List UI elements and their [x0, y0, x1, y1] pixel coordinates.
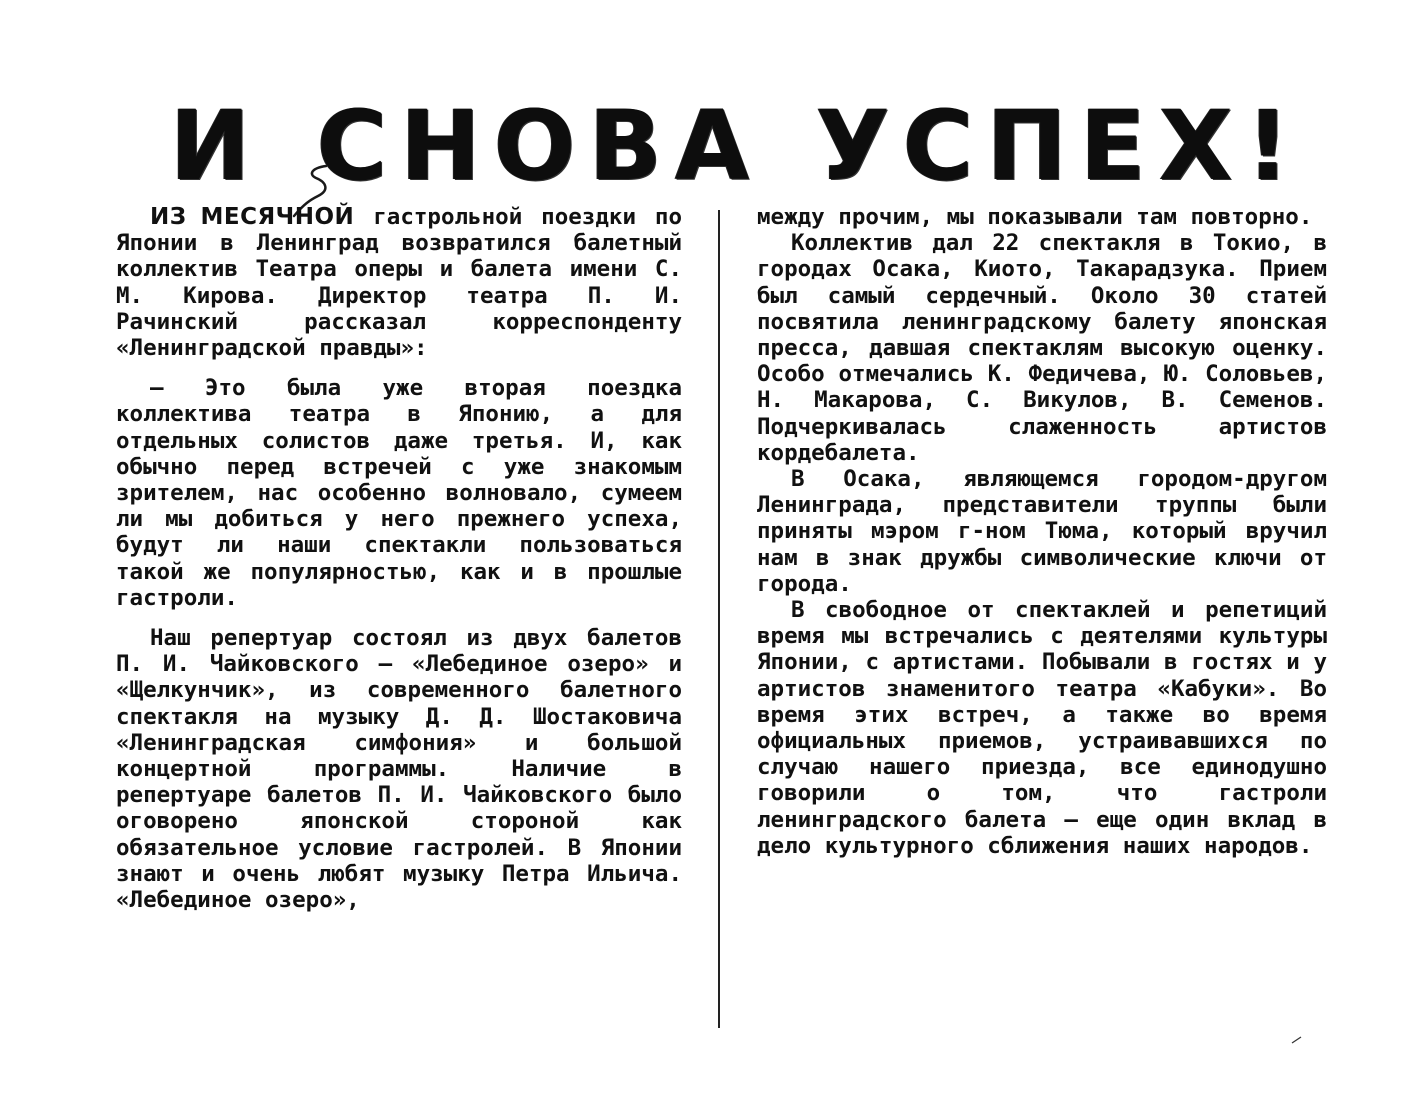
article-paragraph: В Осака, являющемся городом-другом Ленинграда, представители труппы были приняты мэром г-ном Тюма, который вручил нам в знак дружбы символические ключи от города.: [757, 466, 1327, 597]
article-paragraph: [116, 204, 682, 361]
headline-letter: П: [986, 90, 1067, 202]
article-paragraph: Наш репертуар состоял из двух балетов П. И. Чайковского — «Лебединое озеро» и «Щелкунчик», из современного балетного спектакля на музыку Д. Д. Шостаковича «Ленинградская симфония» и большой концертной программы. Наличие в репертуаре балетов П. И. Чайковского было оговорено японской стороной как обязательное условие гастролей. В Японии знают и очень любят музыку Петра Ильича. «Лебединое озеро»,: [116, 625, 682, 914]
headline-letter: С: [316, 90, 388, 202]
headline-letter: !: [1246, 90, 1290, 202]
headline-letter: В: [588, 90, 662, 202]
headline-letter: А: [675, 90, 750, 202]
lead-caps: ИЗ МЕСЯЧНОЙ: [150, 204, 355, 230]
headline-letter: У: [815, 90, 890, 202]
column-divider: [718, 210, 720, 1028]
headline-letter: С: [902, 90, 974, 202]
headline-letter: И: [170, 90, 251, 202]
headline-letter: Х: [1158, 90, 1233, 202]
article-left-column: [116, 204, 682, 913]
headline-letter: О: [493, 90, 576, 202]
article-paragraph: между прочим, мы показывали там повторно.: [757, 204, 1313, 230]
article-paragraph: Коллектив дал 22 спектакля в Токио, в городах Осака, Киото, Такарадзука. Прием был самый сердечный. Около 30 статей посвятила ленинградскому балету японская пресса, давшая спектаклям высокую оценку. Особо отмечались К. Федичева, Ю. Соловьев, Н. Макарова, С. Викулов, В. Семенов. Подчеркивалась слаженность артистов кордебалета.: [757, 230, 1327, 466]
headline-letter: Е: [1080, 90, 1146, 202]
article-right-column: [757, 204, 1327, 859]
article-paragraph: В свободное от спектаклей и репетиций время мы встречались с деятелями культуры Японии, с артистами. Побывали в гостях и у артистов знаменитого театра «Кабуки». Во время этих встреч, а также во время официальных приемов, устраивавшихся по случаю нашего приезда, все единодушно говорили о том, что гастроли ленинградского балета — еще один вклад в дело культурного сближения наших народов.: [757, 597, 1327, 859]
article-paragraph: — Это была уже вторая поездка коллектива театра в Японию, а для отдельных солистов даже третья. И, как обычно перед встречей с уже знакомым зрителем, нас особенно волновало, сумеем ли мы добиться у него прежнего успеха, будут ли наши спектакли пользоваться такой же популярностью, как и в прошлые гастроли.: [116, 375, 682, 611]
headline-letter: Н: [400, 90, 481, 202]
print-speck: [1290, 1035, 1304, 1045]
paragraph-text: гастрольной поездки по Японии в Ленинград возвратился балетный коллектив Театра оперы и балета имени С. М. Кирова. Директор театра П. И. Рачинский рассказал корреспонденту «Ленинградской правды»:: [116, 204, 682, 362]
